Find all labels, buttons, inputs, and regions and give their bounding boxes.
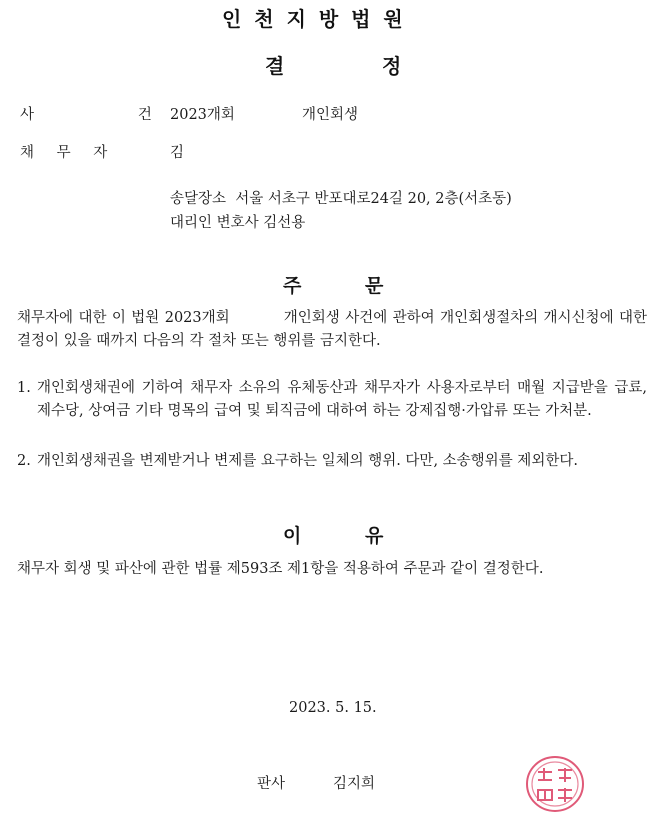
- order-item-2-text: 개인회생채권을 변제받거나 변제를 요구하는 일체의 행위. 다만, 소송행위를 제외한다.: [37, 453, 578, 469]
- case-number: 2023개회: [170, 107, 235, 123]
- reason-heading-right: 유: [365, 525, 384, 547]
- court-name: 인 천 지 방 법 원: [222, 7, 406, 31]
- reason-paragraph: 채무자 회생 및 파산에 관한 법률 제593조 제1항을 적용하여 주문과 같이 결정한다.: [17, 561, 544, 577]
- order-item-1-number: 1.: [17, 380, 31, 396]
- judge-seal-icon: [524, 754, 586, 814]
- document-title-left: 결: [265, 54, 285, 78]
- order-paragraph: 채무자에 대한 이 법원 2023개회 개인회생 사건에 관하여 개인회생절차의 개시신청에 대한 결정이 있을 때까지 다음의 각 절차 또는 행위를 금지한다.: [17, 310, 652, 349]
- order-item-2: [17, 450, 647, 473]
- debtor-label: 채 무 자: [20, 145, 108, 161]
- document-title-right: 정: [382, 54, 402, 78]
- case-type: 개인회생: [302, 107, 359, 123]
- order-item-1: [17, 377, 647, 423]
- order-item-2-number: 2.: [17, 453, 31, 469]
- legal-agent: 대리인 변호사 김선용: [170, 215, 306, 231]
- service-address: 송달장소 서울 서초구 반포대로24길 20, 2층(서초동): [170, 191, 512, 207]
- debtor-name: 김: [170, 145, 185, 161]
- judge-name: 김지희: [333, 776, 376, 792]
- judge-title: 판사: [257, 776, 286, 792]
- reason-heading-left: 이: [283, 525, 302, 547]
- decision-date: 2023. 5. 15.: [289, 700, 377, 716]
- order-item-1-text: 개인회생채권에 기하여 채무자 소유의 유체동산과 채무자가 사용자로부터 매월 지급받을 급료, 제수당, 상여금 기타 명목의 급여 및 퇴직금에 대하여 하는 강제집행·가압류 또는 가처분.: [37, 380, 647, 419]
- order-heading-right: 문: [365, 275, 384, 297]
- case-label: 사 건: [20, 107, 152, 123]
- order-heading-left: 주: [283, 275, 302, 297]
